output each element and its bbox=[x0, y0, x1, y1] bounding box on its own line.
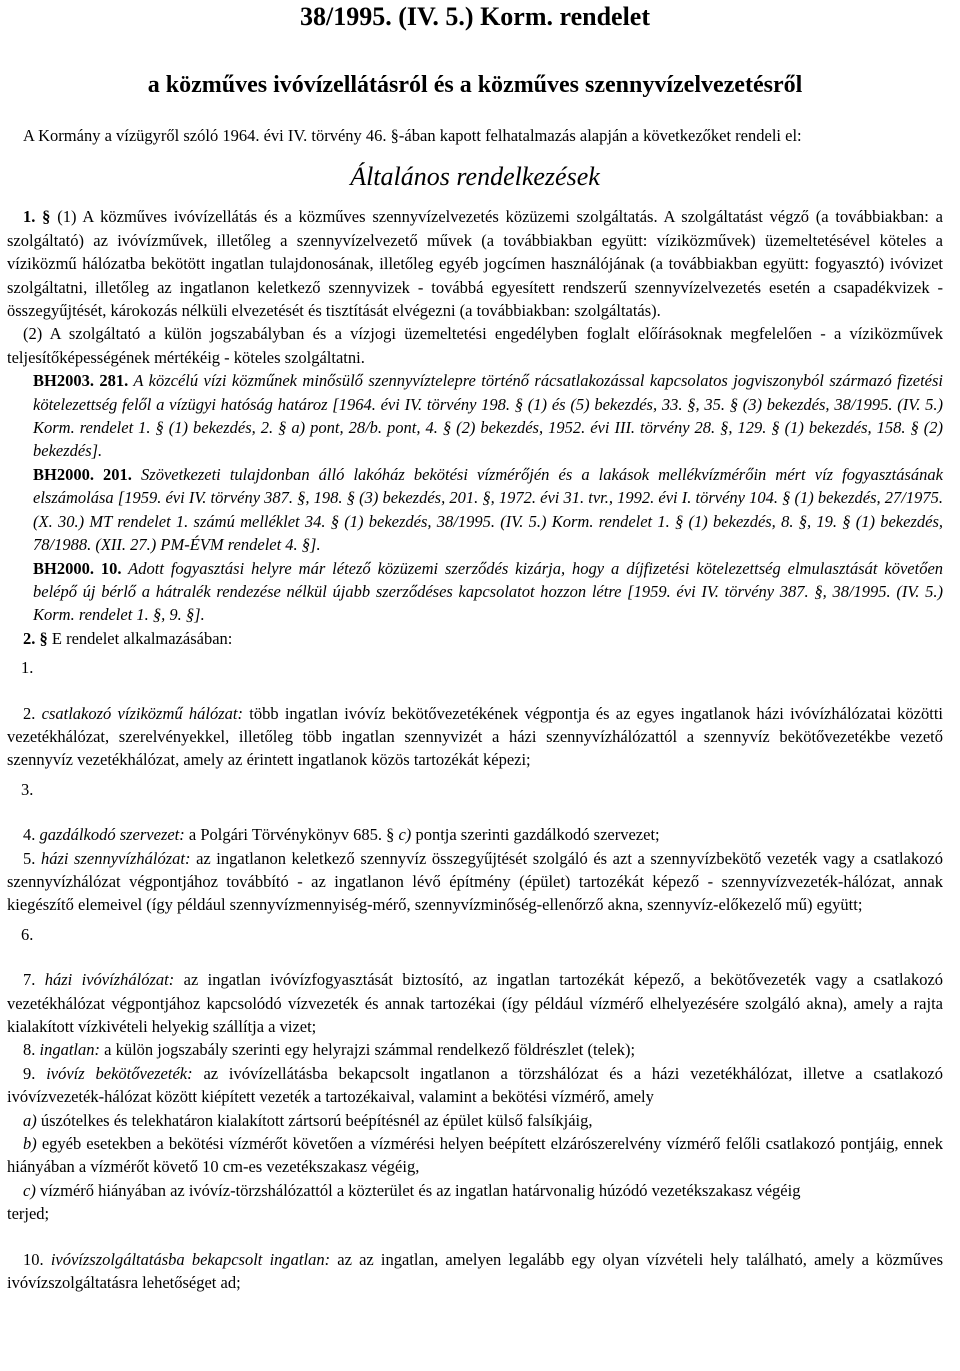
definition-1: 1. bbox=[21, 658, 34, 678]
definition-6: 6. bbox=[21, 924, 34, 944]
s2-intro-text: E rendelet alkalmazásában: bbox=[51, 628, 233, 648]
document-title: 38/1995. (IV. 5.) Korm. rendelet bbox=[300, 2, 650, 31]
definition-9-end: terjed; bbox=[7, 1204, 50, 1224]
def-text: a Polgári Törvénykönyv 685. § bbox=[188, 825, 395, 845]
def-num: 4. bbox=[23, 825, 36, 845]
case-bh2000-10 bbox=[7, 557, 943, 627]
def-text: az az ingatlan, amelyen legalább egy olyan vízvételi hely található, amely a közműves ivóvízszolgáltatásra lehetőséget ad; bbox=[7, 1249, 943, 1293]
def-text: vízmérő hiányában az ivóvíz-törzshálózattól a közterület és az ingatlan határvonalig húzódó vezetékszakasz végéig bbox=[39, 1180, 801, 1200]
def-text: az ingatlanon keletkező szennyvíz összegyűjtését szolgáló és azt a szennyvízbekötő vezeték vagy a csatlakozó szennyvízhálózat végpontjához továbbító - az ingatlanon lévő építmény (épület) tartozékát képező - szennyvízvezeték-hálózat, annak kiegészítő elemeivel (így például szennyvízmennyiség-mérő, szennyvízminőség-ellenőrző akna, szennyvíz-előkezelő mű) együtt; bbox=[7, 848, 944, 915]
def-text: pontja szerinti gazdálkodó szervezet; bbox=[415, 825, 660, 845]
def-point-label: c) bbox=[23, 1180, 36, 1200]
s2-intro bbox=[7, 627, 943, 650]
def-point-label: b) bbox=[23, 1134, 37, 1154]
preamble: A Kormány a vízügyről szóló 1964. évi IV. törvény 46. §-ában kapott felhatalmazás alapján a következőket rendeli el: bbox=[23, 126, 802, 145]
def-text: a külön jogszabály szerinti egy helyrajzi számmal rendelkező földrészlet (telek); bbox=[104, 1040, 636, 1060]
def-term: csatlakozó víziközmű hálózat: bbox=[41, 703, 243, 723]
case-id: BH2003. 281. bbox=[33, 371, 129, 391]
def-text: az ingatlan ivóvízfogyasztását biztosító, az ingatlan tartozékát képező, a bekötővezeték vagy a csatlakozó vezetékhálózat végpontjához kapcsolódó vízvezeték és annak tartozékai (így például vízmérő elhelyezésére szolgáló akna), amely a rajta kialakított vízkivételi helyekig szállítja a vizet; bbox=[7, 970, 944, 1036]
def-term: ivóvíz bekötővezeték: bbox=[46, 1063, 193, 1083]
definition-10 bbox=[7, 1248, 943, 1295]
def-term: házi szennyvízhálózat: bbox=[40, 848, 191, 868]
definition-8 bbox=[7, 1038, 943, 1061]
case-bh2000-201 bbox=[7, 463, 943, 557]
def-point-label: a) bbox=[23, 1110, 37, 1130]
def-num: 10. bbox=[23, 1249, 44, 1269]
definition-3: 3. bbox=[21, 779, 34, 799]
case-id: BH2000. 10. bbox=[33, 558, 122, 578]
def-term: ingatlan: bbox=[39, 1040, 100, 1060]
definition-2 bbox=[7, 702, 943, 772]
definition-7 bbox=[7, 968, 943, 1038]
document-subtitle: a közműves ivóvízellátásról és a közműves szennyvízelvezetésről bbox=[147, 72, 803, 98]
s1-paragraph-1 bbox=[7, 205, 943, 322]
s1-p1-text: (1) A közműves ivóvízellátás és a közműves szennyvízelvezetés közüzemi szolgáltatás. A szolgáltatást végző (a továbbiakban: a szolgáltató) az ivóvízművek, illetőleg a szennyvízelvezető művek (a továbbiakban együtt: víziközművek) üzemeltetésével köteles a víziközmű hálózatba bekötött ingatlan tulajdonosának, illetőleg egyéb jogcímen használójának (a továbbiakban együtt: fogyasztó) ivóvizet szolgáltatni, illetőleg az ingatlanon keletkező szennyvizek - továbbá egyesített rendszerű szennyvízelvezetés esetén a csapadékvizek - összegyűjtését, károkozás nélküli elvezetését és tisztítását elvégezni (a továbbiakban: szolgáltatás). bbox=[7, 207, 944, 321]
definition-9a bbox=[7, 1109, 943, 1132]
def-text: több ingatlan ivóvíz bekötővezetékének végpontja és az egyes ingatlanok házi ivóvízhálózatai közötti vezetékhálózat, szerelvényekkel, illetőleg több ingatlan szennyvizét a házi szennyvízhálózattól a szennyvíz bekötővezetékbe vezető szennyvíz vezetékhálózat, amely az érintett ingatlanok közös tartozékát képezi; bbox=[7, 703, 944, 770]
s1-paragraph-2: (2) A szolgáltató a külön jogszabályban és a vízjogi üzemeltetési engedélyben foglalt előírásoknak megfelelően - a víziközművek teljesítőképességének mértékéig - köteles szolgáltatni. bbox=[7, 324, 943, 367]
s1-number: 1. § bbox=[23, 207, 51, 227]
definition-5 bbox=[7, 847, 943, 917]
definition-9 bbox=[7, 1062, 943, 1109]
def-num: 2. bbox=[23, 703, 36, 723]
def-text: az ivóvízellátásba bekapcsolt ingatlanon a törzshálózat és a házi vezetékhálózat, illetve a csatlakozó ivóvízvezeték-hálózat között kiépített vezeték a tartozékaival, valamint a bekötési vízmérő, amely bbox=[7, 1063, 943, 1107]
definition-4 bbox=[7, 823, 943, 846]
def-num: 7. bbox=[23, 970, 36, 990]
section-heading: Általános rendelkezések bbox=[350, 162, 600, 192]
definition-9b bbox=[7, 1132, 943, 1179]
def-term: házi ivóvízhálózat: bbox=[44, 970, 175, 990]
case-text: Adott fogyasztási helyre már létező közüzemi szerződés kizárja, hogy a díjfizetési kötelezettség elmulasztását követően belépő új bérlő a hátralék rendezése nélkül újabb szerződéses kapcsolatot hozzon létre [1959. évi IV. törvény 387. §, 38/1995. (IV. 5.) Korm. rendelet 1. §, 9. §]. bbox=[33, 558, 944, 625]
def-term: gazdálkodó szervezet: bbox=[39, 825, 185, 845]
case-bh2003-281 bbox=[7, 369, 943, 463]
case-id: BH2000. 201. bbox=[33, 464, 132, 484]
s2-number: 2. § bbox=[23, 628, 48, 648]
def-point-label: c) bbox=[398, 825, 412, 845]
def-text: úszótelkes és telekhatáron kialakított zártsorú beépítésnél az épület külső falsíkjáig, bbox=[40, 1110, 593, 1130]
case-text: A közcélú vízi közműnek minősülő szennyvíztelepre történő rácsatlakozással kapcsolatos jogviszonyból származó fizetési kötelezettség felől a vízügyi hatóság határoz [1964. évi IV. törvény 198. § (1) és (5) bekezdés, 33. §, 35. § (3) bekezdés, 38/1995. (IV. 5.) Korm. rendelet 1. § (1) bekezdés, 2. § a) pont, 28/b. pont, 4. § (2) bekezdés, 1952. évi III. törvény 28. §, 129. § (1) bekezdés, 158. § (2) bekezdés]. bbox=[33, 371, 943, 461]
case-text: Szövetkezeti tulajdonban álló lakóház bekötési vízmérőjén és a lakások mellékvízmérőin mért víz fogyasztásának elszámolása [1959. évi IV. törvény 387. §, 198. § (3) bekezdés, 201. §, 1972. évi 31. tvr., 1992. évi I. törvény 104. § (1) bekezdés, 27/1975. (X. 30.) MT rendelet 1. számú melléklet 34. § (1) bekezdés, 38/1995. (IV. 5.) Korm. rendelet 1. § (1) bekezdés, 8. §, 19. § (1) bekezdés, 78/1988. (XII. 27.) PM-ÉVM rendelet 4. §]. bbox=[33, 464, 943, 555]
def-num: 5. bbox=[23, 848, 36, 868]
def-term: ivóvízszolgáltatásba bekapcsolt ingatlan: bbox=[50, 1249, 331, 1269]
def-text: egyéb esetekben a bekötési vízmérőt követően a vízmérési helyen beépített elzárószerelvény vízmérő felőli csatlakozó pontjáig, ennek hiányában a vízmérőt követő 10 cm-es vezetékszakasz végéig, bbox=[7, 1134, 944, 1177]
definition-9c bbox=[7, 1179, 943, 1202]
def-num: 8. bbox=[23, 1040, 36, 1060]
def-num: 9. bbox=[23, 1063, 36, 1083]
